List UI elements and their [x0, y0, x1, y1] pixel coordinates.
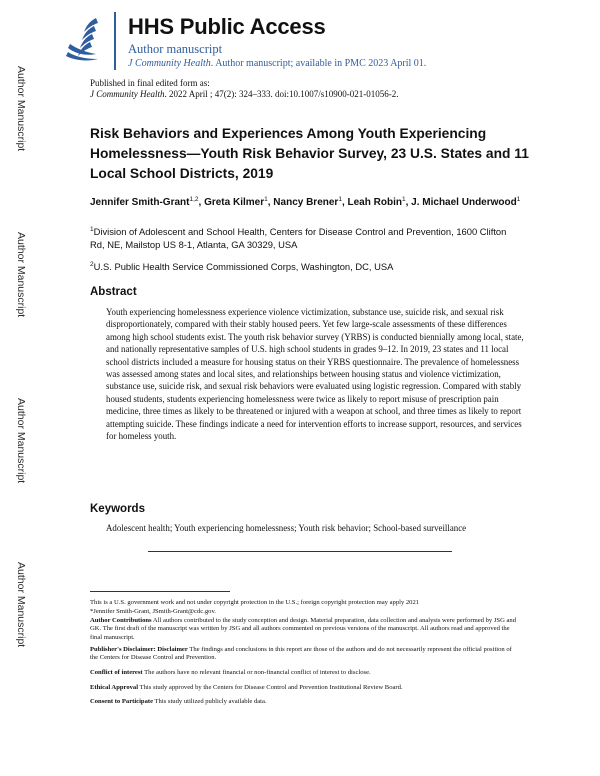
keywords-divider — [148, 551, 452, 552]
copyright-note: This is a U.S. government work and not under copyright protection in the U.S.; foreign copyright protection may apply 2021 — [90, 599, 420, 606]
disclaimer-text: The findings and conclusions in this report are those of the authors and do not necessarily represent the official position of the Centers for Disease Control and Prevention. — [90, 646, 512, 662]
affiliation-2 — [90, 260, 520, 273]
affiliation-text: Division of Adolescent and School Health, Centers for Disease Control and Prevention, 1600 Clifton Rd, NE, Mailstop US 8-1, Atlanta, GA 30329, USA — [90, 226, 507, 250]
author-affiliation-sup: 1 — [338, 196, 342, 203]
contributions-label: Author Contributions — [90, 617, 152, 624]
affiliation-number: 2 — [90, 261, 94, 268]
author-name: Greta Kilmer — [204, 197, 265, 208]
ethical-note — [90, 684, 520, 692]
paper-title: Risk Behaviors and Experiences Among Youth Experiencing Homelessness—Youth Risk Behavior Survey, 23 U.S. States and 11 Local School Districts, 2019 — [90, 126, 529, 181]
keywords-heading: Keywords — [90, 503, 145, 515]
author-name: Jennifer Smith-Grant — [90, 197, 190, 208]
citation-line — [90, 89, 399, 99]
correspondence-text: Jennifer Smith-Grant, JSmith-Grant@cdc.gov. — [93, 608, 216, 615]
ethical-label: Ethical Approval — [90, 684, 139, 691]
contributions-note — [90, 617, 520, 642]
author-affiliation-sup: 1,2 — [189, 196, 199, 203]
author-separator: , — [341, 197, 348, 208]
author-affiliation-sup: 1 — [401, 196, 406, 203]
abstract-heading: Abstract — [90, 286, 137, 298]
sidebar-author-manuscript-label: Author Manuscript — [15, 66, 27, 152]
author-affiliation-sup: 1 — [264, 196, 268, 203]
journal-name: J Community Health — [128, 58, 211, 69]
published-label: Published in final edited form as: — [90, 78, 210, 88]
conflict-text: The authors have no relevant financial or non-financial conflict of interest to disclose. — [142, 669, 371, 676]
correspondence-asterisk: * — [90, 608, 94, 615]
contributions-text: All authors contributed to the study conception and design. Material preparation, data collection and analysis were performed by JSG and GK. The first draft of the manuscript was written by JSG and all authors commented on previous versions of the manuscript. All authors read and approved the final manuscript. — [90, 617, 517, 641]
conflict-label: Conflict of interest — [90, 669, 143, 676]
abstract-text: Youth experiencing homelessness experience violence victimization, substance use, suicide risk, and sexual risk disproportionately, compared with their stably housed peers. Yet few large-scale assessments of these differences among high school students exist. The youth risk behavior survey (YRBS) is conducted biennially among local, state, and nationally representative samples of U.S. high school students in grades 9–12. In 2019, 23 states and 11 local school districts included a measure for housing status on their YRBS questionnaire. The prevalence of homelessness was assessed among states and local sites, and relationships between housing status and violence victimization, substance use, suicide risk, and sexual risk behaviors were evaluated using logistic regression. Compared with stably housed students, students experiencing homelessness were twice as likely to report misuse of prescription pain medicine, three times as likely to be threatened or injured with a weapon at school, and three times as likely to report attempting suicide. These findings indicate a need for intervention efforts to increase support, resources, and services for homeless youth. — [106, 307, 524, 442]
author-affiliation-sup: 1 — [516, 196, 521, 203]
author-name: Nancy Brener — [273, 197, 339, 208]
hhs-eagle-logo-icon — [62, 14, 110, 64]
author-manuscript-subtitle: Author manuscript — [128, 42, 223, 56]
journal-availability-line — [128, 58, 426, 69]
author-separator: , — [405, 197, 412, 208]
sidebar-author-manuscript-label: Author Manuscript — [15, 398, 27, 484]
author-name: J. Michael Underwood — [411, 197, 517, 208]
keywords-text: Adolescent health; Youth experiencing homelessness; Youth risk behavior; School-based surveillance — [106, 523, 467, 533]
consent-note — [90, 698, 520, 706]
disclaimer-note — [90, 646, 520, 663]
footnote-divider — [90, 591, 230, 592]
author-separator: , — [267, 197, 274, 208]
consent-text: This study utilized publicly available data. — [153, 698, 267, 705]
affiliation-text: U.S. Public Health Service Commissioned Corps, Washington, DC, USA — [93, 261, 394, 272]
citation-details: . 2022 April ; 47(2): 324–333. doi:10.1007/s10900-021-01056-2. — [164, 89, 399, 99]
availability-text: . Author manuscript; available in PMC 2023 April 01. — [210, 58, 427, 69]
sidebar-author-manuscript-label: Author Manuscript — [15, 562, 27, 648]
author-list — [90, 196, 530, 210]
ethical-text: This study approved by the Centers for Disease Control and Prevention Institutional Review Board. — [138, 684, 403, 691]
header-divider — [114, 12, 116, 70]
affiliation-number: 1 — [90, 226, 94, 233]
author-separator: , — [198, 197, 205, 208]
disclaimer-label: Publisher's Disclaimer: Disclaimer — [90, 646, 188, 653]
sidebar-author-manuscript-label: Author Manuscript — [15, 232, 27, 318]
hhs-public-access-title: HHS Public Access — [128, 14, 326, 39]
affiliation-1 — [90, 225, 520, 251]
correspondence-note — [90, 608, 520, 616]
citation-journal: J Community Health — [90, 89, 165, 99]
author-name: Leah Robin — [347, 197, 402, 208]
conflict-note — [90, 669, 520, 677]
consent-label: Consent to Participate — [90, 698, 153, 705]
